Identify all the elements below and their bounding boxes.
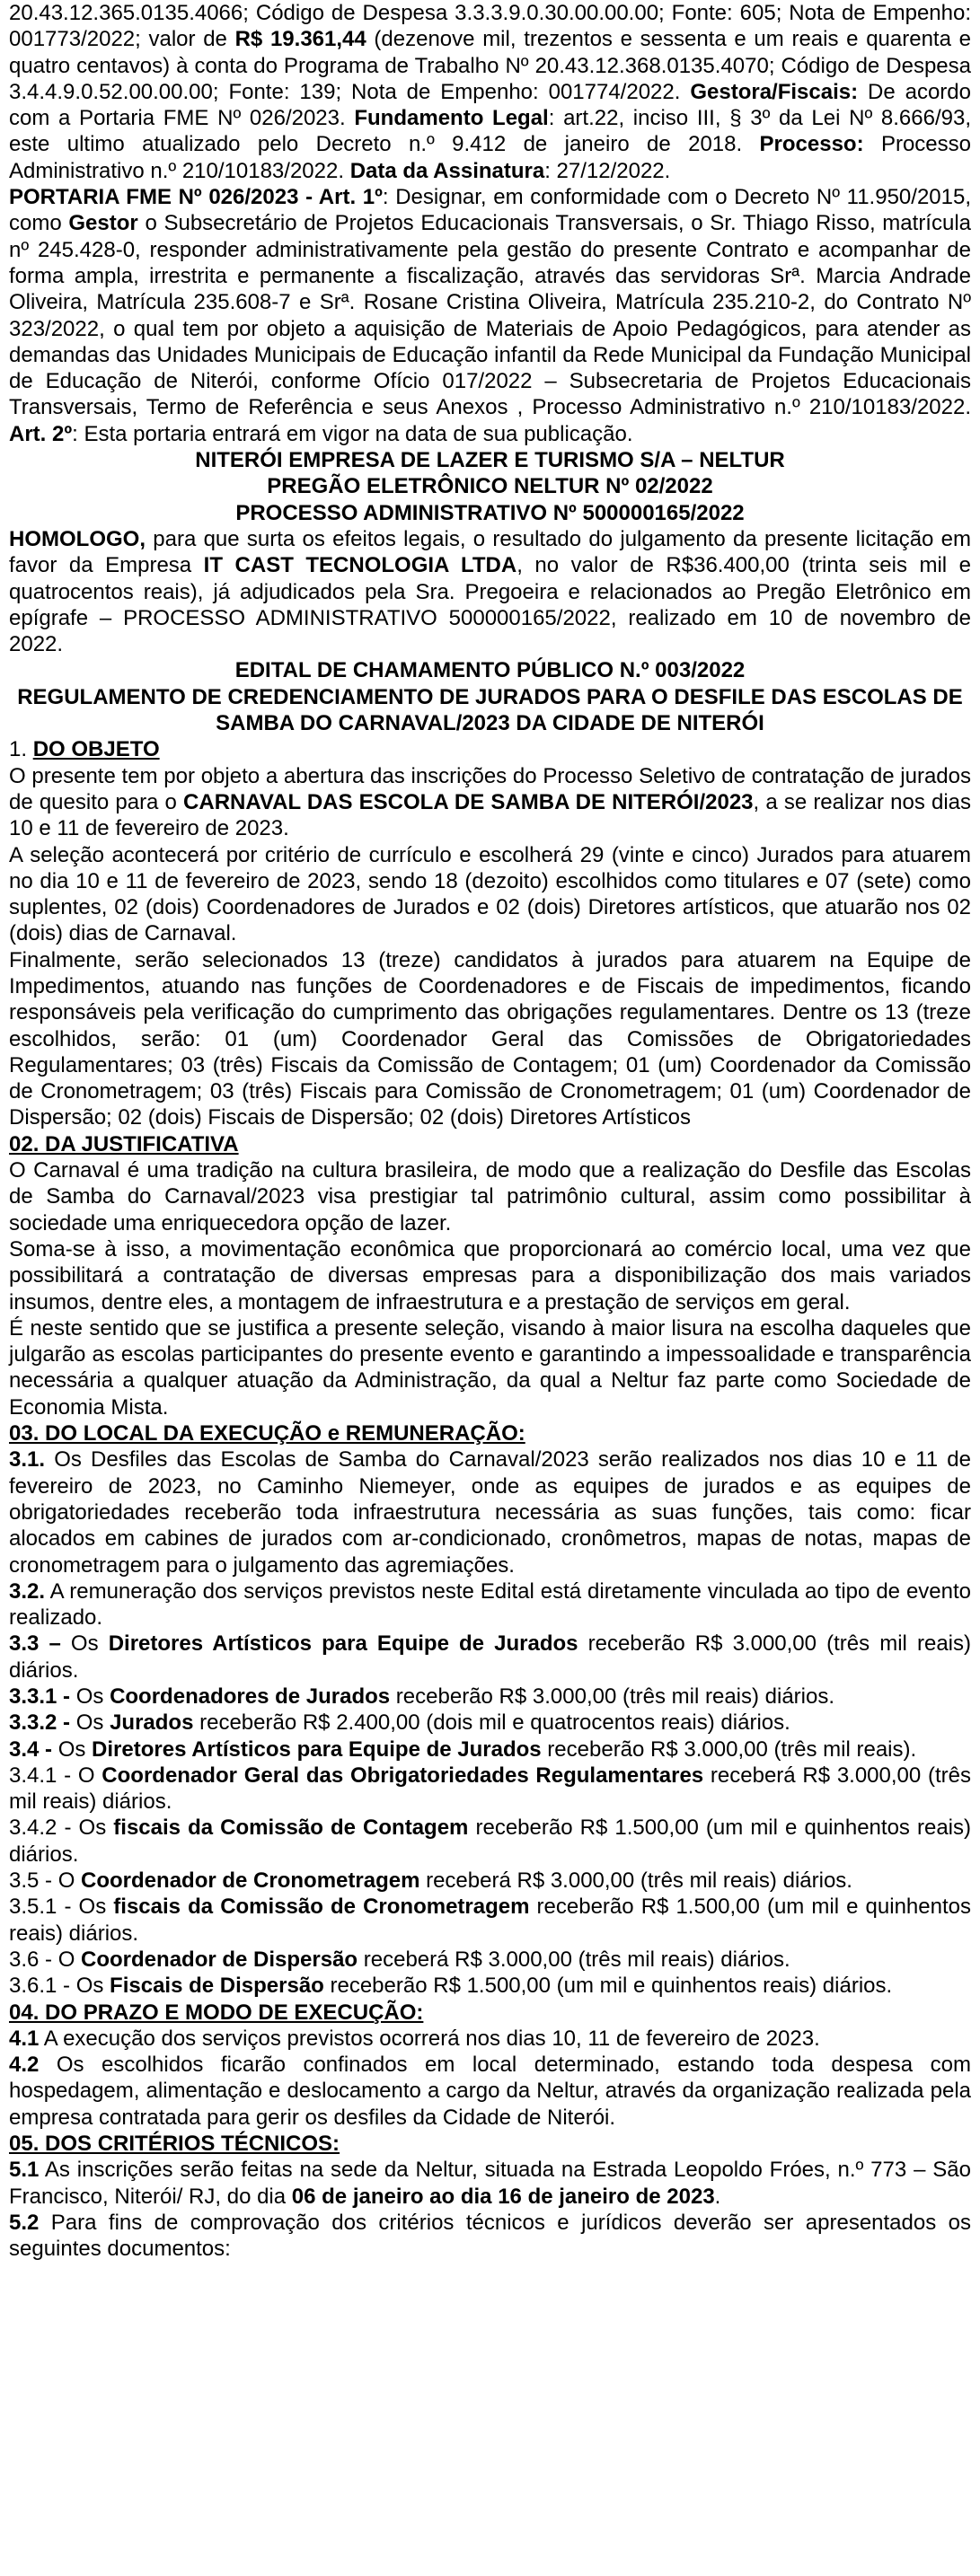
text-run: Fundamento Legal [354, 106, 549, 131]
text-run: As inscrições serão feitas na sede da Neltur, situada na Estrada Leopoldo Fróes, n.º 773 – São Francisco, Niterói/ RJ, do dia [9, 2158, 971, 2209]
document-paragraph [9, 2026, 971, 2052]
text-run: Processo Administrativo n.º 210/10183/2022. [9, 132, 971, 183]
text-run: Coordenador de Dispersão [81, 1947, 358, 1972]
document-paragraph [9, 842, 971, 947]
text-run: : Designar, em conformidade com o Decreto Nº 11.950/2015, como [9, 185, 971, 236]
document-paragraph [9, 1894, 971, 1947]
document-paragraph [9, 2210, 971, 2263]
text-run: receberá R$ 3.000,00 (três mil reais) diários. [358, 1947, 790, 1972]
text-run: 3.6 - O [9, 1947, 82, 1972]
text-run: Gestor [68, 211, 138, 236]
text-run: Art. 2º [9, 421, 73, 446]
text-run: O Carnaval é uma tradição na cultura brasileira, de modo que a realização do Desfile das Escolas de Samba do Carnaval/2023 visa prestigiar tal patrimônio cultural, assim como possibilitar à sociedade uma enriquecedora opção de lazer. [9, 1158, 971, 1235]
text-run: 3.1. [9, 1447, 46, 1473]
text-run: 3.3.1 - [9, 1684, 71, 1709]
text-run: A execução dos serviços previstos ocorrerá nos dias 10, 11 de fevereiro de 2023. [39, 2026, 820, 2051]
text-run: 3.6.1 - Os [9, 1974, 110, 1999]
text-run: Coordenador de Cronometragem [81, 1868, 420, 1894]
text-run: PORTARIA FME Nº 026/2023 - Art. 1º [9, 185, 383, 210]
document-paragraph [9, 1420, 971, 1446]
text-run: : 27/12/2022. [544, 158, 671, 183]
text-run: O presente tem por objeto a abertura das inscrições do Processo Seletivo de contratação de jurados de quesito para o [9, 763, 971, 814]
text-run: Diretores Artísticos para Equipe de Jurados [92, 1736, 542, 1762]
text-run: 02. DA JUSTIFICATIVA [9, 1131, 239, 1156]
document-paragraph [9, 1815, 971, 1868]
text-run: 20.43.12.365.0135.4066; Código de Despesa 3.3.3.9.0.30.00.00.00; Fonte: 605; Nota de Empenho: 001773/2022; valor de [9, 1, 971, 52]
text-run: 4.1 [9, 2026, 40, 2051]
document-paragraph [9, 0, 971, 184]
text-run: receberá R$ 3.000,00 (três mil reais) diários. [9, 1763, 971, 1815]
text-run: 3.5 - O [9, 1868, 82, 1894]
section-heading: NITERÓI EMPRESA DE LAZER E TURISMO S/A – NELTUR [195, 448, 785, 473]
document-paragraph [9, 1236, 971, 1315]
text-run: A remuneração dos serviços previstos neste Edital está diretamente vinculada ao tipo de evento realizado. [9, 1578, 971, 1631]
document-paragraph [9, 2131, 971, 2157]
section-heading: PREGÃO ELETRÔNICO NELTUR Nº 02/2022 [267, 474, 713, 499]
text-run: , a se realizar nos dias 10 e 11 de fevereiro de 2023. [9, 789, 972, 841]
text-run: fiscais da Comissão de Contagem [113, 1816, 469, 1841]
text-run: 5.2 [9, 2210, 40, 2235]
text-run: receberão R$ 1.500,00 (um mil e quinhentos reais) diários. [9, 1895, 971, 1946]
text-run: Os [52, 1736, 93, 1762]
text-run: HOMOLOGO, [9, 526, 146, 551]
text-run: Os [70, 1684, 110, 1709]
text-run: (dezenove mil, trezentos e sessenta e um reais e quarenta e quatro centavos) à conta do Programa de Trabalho Nº 20.43.12.368.0135.4070; Código de Despesa 3.4.4.9.0.52.00.00.00; Fonte: 139; Nota de Empenho: 001774/2022. [9, 27, 971, 104]
text-run: Gestora/Fiscais: [690, 79, 859, 104]
text-run: Jurados [110, 1710, 194, 1736]
text-run: : Esta portaria entrará em vigor na data de sua publicação. [72, 421, 633, 446]
text-run: 3.4.1 - O [9, 1763, 102, 1788]
text-run: . [714, 2184, 721, 2209]
text-run: 3.4 - [9, 1736, 53, 1762]
text-run: Coordenadores de Jurados [110, 1684, 391, 1709]
text-run: receberão R$ 1.500,00 (um mil e quinhentos reais) diários. [323, 1974, 893, 1999]
text-run: : art.22, inciso III, § 3º da Lei Nº 8.666/93, este ultimo atualizado pelo Decreto n.º 9.412 de janeiro de 2018. [9, 106, 971, 157]
document-paragraph [9, 736, 971, 762]
text-run: 3.5.1 - Os [9, 1895, 114, 1920]
text-run: Fiscais de Dispersão [110, 1974, 324, 1999]
text-run: É neste sentido que se justifica a presente seleção, visando à maior lisura na escolha daqueles que julgarão as escolas participantes do presente evento e garantindo a impessoalidade e transparência necessária a qualquer atuação da Administração, da qual a Neltur faz parte como Sociedade de Economia Mista. [9, 1315, 971, 1420]
document-paragraph [9, 1710, 971, 1736]
text-run: 3.2. [9, 1578, 46, 1604]
document-paragraph [9, 1684, 971, 1710]
text-run: Os Desfiles das Escolas de Samba do Carnaval/2023 serão realizados nos dias 10 e 11 de fevereiro de 2023, no Caminho Niemeyer, onde as equipes de jurados e as equipes de obrigatoriedades receberão toda infraestrutura necessária as suas funções, tais como: ficar alocados em cabines de jurados com ar-condicionado, cronômetros, mapas de notas, mapas de cronometragem para o julgamento das agremiações. [9, 1447, 971, 1578]
text-run: 1. [9, 737, 33, 762]
text-run: Finalmente, serão selecionados 13 (treze) candidatos à jurados para atuarem na Equipe de Impedimentos, atuando nas funções de Coordenadores e de Fiscais de impedimentos, ficando responsáveis pela verificação do cumprimento das obrigações regulamentares. Dentre os 13 (treze escolhidos, serão: 01 (um) Coordenador Geral das Comissões de Obrigatoriedades Regulamentares; 03 (três) Fiscais da Comissão de Contagem; 01 (um) Coordenador da Comissão de Cronometragem; 03 (três) Fiscais para Comissão de Cronometragem; 01 (um) Coordenador de Dispersão; 02 (dois) Fiscais de Dispersão; 02 (dois) Diretores Artísticos [9, 947, 971, 1130]
document-paragraph [9, 184, 971, 447]
document-paragraph [9, 1446, 971, 1578]
text-run: Os escolhidos ficarão confinados em local determinado, estando toda despesa com hospedagem, alimentação e deslocamento a cargo da Neltur, através da organização realizada pela empresa contratada para gerir os desfiles da Cidade de Niterói. [9, 2053, 971, 2130]
text-run: R$ 19.361,44 [234, 27, 366, 52]
document-paragraph [9, 1947, 971, 1973]
text-run: DO OBJETO [32, 737, 160, 762]
text-run: 3.3.2 - [9, 1710, 71, 1736]
text-run: receberão R$ 3.000,00 (três mil reais) diários. [9, 1631, 971, 1683]
text-run: receberão R$ 1.500,00 (um mil e quinhentos reais) diários. [9, 1816, 972, 1867]
text-run: A seleção acontecerá por critério de currículo e escolherá 29 (vinte e cinco) Jurados para atuarem no dia 10 e 11 de fevereiro de 2023, sendo 18 (dezoito) escolhidos como titulares e 07 (sete) como suplentes, 02 (dois) Coordenadores de Jurados e 02 (dois) Diretores artísticos, que atuarão nos 02 (dois) dias de Carnaval. [9, 842, 971, 946]
text-run: 3.3 – [9, 1631, 61, 1657]
document-paragraph [9, 1578, 971, 1631]
text-run: receberão R$ 2.400,00 (dois mil e quatrocentos reais) diários. [193, 1710, 790, 1736]
text-run: receberá R$ 3.000,00 (três mil reais) diários. [419, 1868, 852, 1894]
document-paragraph [9, 1763, 971, 1816]
text-run: IT CAST TECNOLOGIA LTDA [203, 553, 517, 578]
text-run: Os [70, 1710, 110, 1736]
document-paragraph [9, 1131, 971, 1157]
section-heading: EDITAL DE CHAMAMENTO PÚBLICO N.º 003/2022 [234, 658, 746, 683]
document-paragraph [9, 526, 971, 657]
text-run: Soma-se à isso, a movimentação econômica que proporcionará ao comércio local, uma vez que possibilitará a contratação de diversas empresas para a disponibilização dos mais variados insumos, dentre eles, a montagem de infraestrutura e a prestação de serviços em geral. [9, 1236, 971, 1314]
text-run: Coordenador Geral das Obrigatoriedades Regulamentares [102, 1763, 704, 1788]
text-run: receberão R$ 3.000,00 (três mil reais). [541, 1736, 917, 1762]
document-paragraph [9, 763, 971, 842]
section-heading: PROCESSO ADMINISTRATIVO Nº 500000165/2022 [235, 500, 745, 525]
document-paragraph [9, 1736, 971, 1763]
document-paragraph [9, 1868, 971, 1894]
text-run: CARNAVAL DAS ESCOLA DE SAMBA DE NITERÓI/2023 [183, 789, 754, 814]
document-paragraph [9, 947, 971, 1131]
text-run: 03. DO LOCAL DA EXECUÇÃO e REMUNERAÇÃO: [9, 1421, 525, 1446]
text-run: Os [60, 1631, 109, 1657]
document-paragraph [9, 1631, 971, 1684]
text-run: fiscais da Comissão de Cronometragem [113, 1895, 530, 1920]
text-run: para que surta os efeitos legais, o resultado do julgamento da presente licitação em favor da Empresa [9, 526, 971, 578]
text-run: Data da Assinatura [349, 158, 545, 183]
document-paragraph [9, 2052, 971, 2131]
text-run: 06 de janeiro ao dia 16 de janeiro de 2023 [291, 2184, 715, 2209]
text-run: 5.1 [9, 2158, 40, 2183]
text-run: Processo: [759, 132, 864, 157]
document-paragraph [9, 2000, 971, 2026]
text-run: Diretores Artísticos para Equipe de Jurados [108, 1631, 578, 1657]
text-run: receberão R$ 3.000,00 (três mil reais) diários. [390, 1684, 835, 1709]
section-heading: REGULAMENTO DE CREDENCIAMENTO DE JURADOS PARA O DESFILE DAS ESCOLAS DE SAMBA DO CARNAVAL/2023 DA CIDADE DE NITERÓI [17, 684, 963, 736]
document-paragraph [9, 1157, 971, 1236]
document-paragraph [9, 1973, 971, 1999]
document-paragraph [9, 1315, 971, 1420]
text-run: De acordo com a Portaria FME Nº 026/2023. [9, 79, 971, 131]
text-run: 4.2 [9, 2053, 40, 2078]
text-run: 3.4.2 - Os [9, 1816, 114, 1841]
document-paragraph [9, 2157, 971, 2210]
text-run: Para fins de comprovação dos critérios técnicos e jurídicos deverão ser apresentados os seguintes documentos: [9, 2210, 971, 2262]
text-run: o Subsecretário de Projetos Educacionais Transversais, o Sr. Thiago Risso, matrícula nº 245.428-0, responder administrativamente pela gestão do presente Contrato e acompanhar de forma ampla, irrestrita e permanente a fiscalização, através das servidoras Srª. Marcia Andrade Oliveira, Matrícula 235.608-7 e Srª. Rosane Cristina Oliveira, Matrícula 235.210-2, do Contrato Nº 323/2022, o qual tem por objeto a aquisição de Materiais de Apoio Pedagógicos, para atender as demandas das Unidades Municipais de Educação infantil da Rede Municipal da Fundação Municipal de Educação de Niterói, conforme Ofício 017/2022 – Subsecretaria de Projetos Educacionais Transversais, Termo de Referência e seus Anexos , Processo Administrativo n.º 210/10183/2022. [9, 211, 972, 420]
text-run: 05. DOS CRITÉRIOS TÉCNICOS: [9, 2132, 340, 2157]
text-run: 04. DO PRAZO E MODO DE EXECUÇÃO: [9, 2000, 424, 2025]
text-run: , no valor de R$36.400,00 (trinta seis mil e quatrocentos reais), já adjudicados pela Sra. Pregoeira e relacionados ao Pregão Eletrônico em epígrafe – PROCESSO ADMINISTRATIVO 500000165/2022, realizado em 10 de novembro de 2022. [9, 553, 972, 657]
